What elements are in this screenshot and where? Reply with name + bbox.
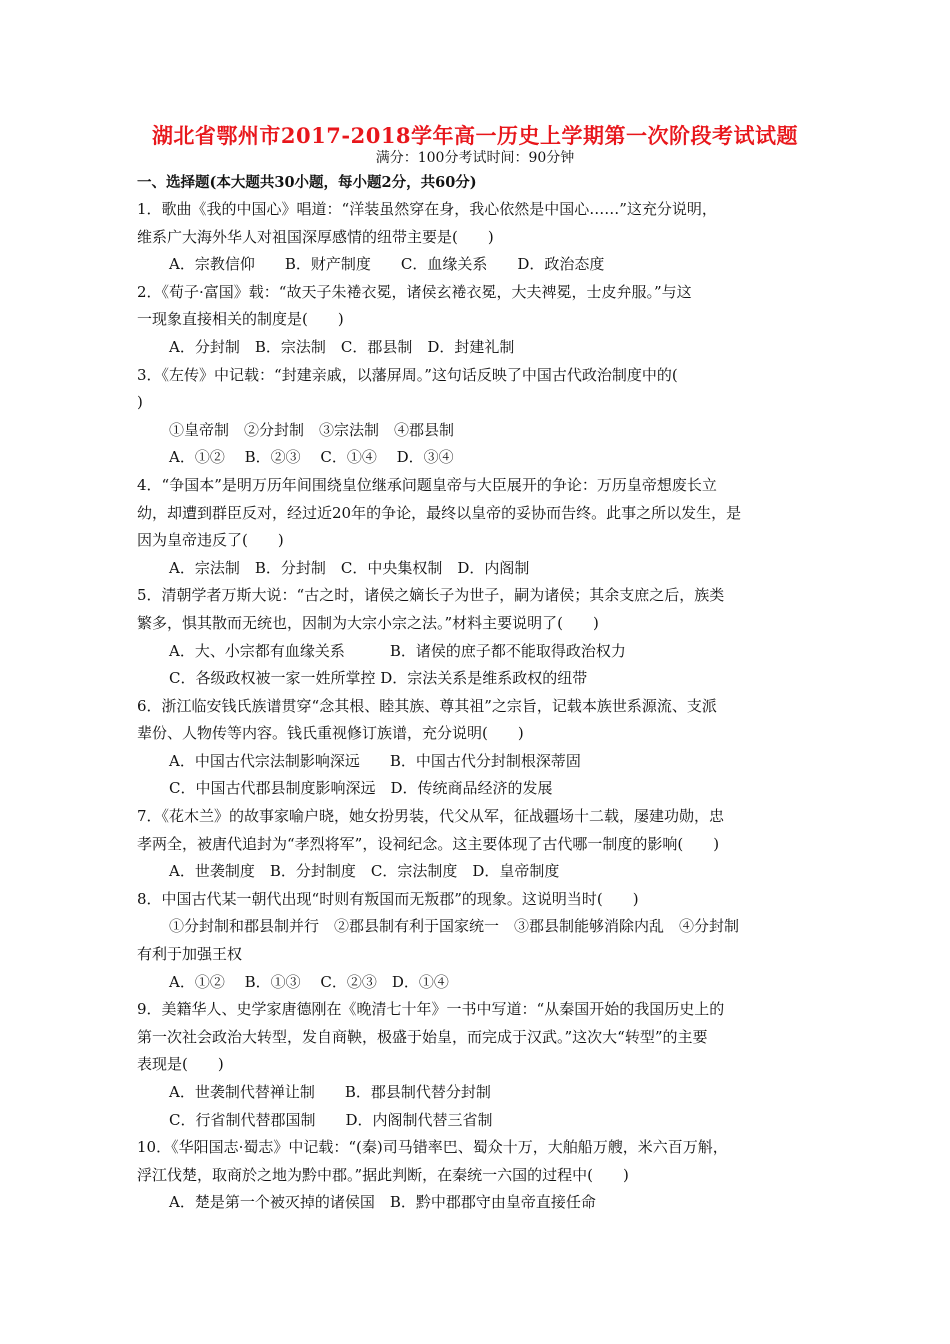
text-line: 5．清朝学者万斯大说：“古之时，诸侯之嫡长子为世子，嗣为诸侯；其余支庶之后，族类 [137,586,725,605]
document-title: 湖北省鄂州市2017-2018学年高一历史上学期第一次阶段考试试题 [151,123,799,148]
text-line: 6．浙江临安钱氏族谱贯穿“念其根、睦其族、尊其祖”之宗旨，记载本族世系源流、支派 [137,696,717,715]
text-line: 4．“争国本”是明万历年间围绕皇位继承问题皇帝与大臣展开的争论：万历皇帝想废长立 [137,475,717,494]
text-line: A．宗教信仰 B．财产制度 C．血缘关系 D．政治态度 [169,255,605,274]
text-line: 有利于加强王权 [137,945,243,964]
text-line: 繁多，惧其散而无统也，因制为大宗小宗之法。”材料主要说明了( ) [137,613,599,632]
text-line: 幼，却遭到群臣反对，经过近20年的争论，最终以皇帝的妥协而告终。此事之所以发生，是 [137,503,742,522]
text-line: C．各级政权被一家一姓所掌控 D．宗法关系是维系政权的纽带 [169,669,588,688]
text-line: 辈份、人物传等内容。钱氏重视修订族谱，充分说明( ) [137,724,524,743]
text-line: ①分封制和郡县制并行 ②郡县制有利于国家统一 ③郡县制能够消除内乱 ④分封制 [169,917,740,936]
questions-body [137,196,827,1217]
text-line: ) [137,393,143,412]
text-line: 10．《华阳国志·蜀志》中记载：“(秦)司马错率巴、蜀众十万，大舶船万艘，米六百万斛， [137,1138,728,1157]
text-line: 维系广大海外华人对祖国深厚感情的纽带主要是( ) [137,227,494,246]
text-line: A．世袭制度 B．分封制度 C．宗法制度 D．皇帝制度 [169,862,560,881]
text-line: 孝两全，被唐代追封为“孝烈将军”，设祠纪念。这主要体现了古代哪一制度的影响( ) [137,834,720,853]
text-line: C．中国古代郡县制度影响深远 D．传统商品经济的发展 [169,779,553,798]
text-line: 因为皇帝违反了( ) [137,531,284,550]
text-line: 浮江伐楚，取商於之地为黔中郡。”据此判断，在秦统一六国的过程中( ) [137,1165,629,1184]
section-heading: 一、选择题(本大题共30小题，每小题2分，共60分) [137,174,477,191]
text-line: 9．美籍华人、史学家唐德刚在《晚清七十年》一书中写道：“从秦国开始的我国历史上的 [137,1000,725,1019]
text-line: A．①② B．①③ C．②③ D．①④ [169,972,449,991]
text-line: 7．《花木兰》的故事家喻户晓，她女扮男装，代父从军，征战疆场十二载，屡建功勋，忠 [137,807,725,826]
text-line: A．分封制 B．宗法制 C．郡县制 D．封建礼制 [169,337,515,356]
text-line: 2．《荀子·富国》载：“故天子朱裷衣冕，诸侯玄裷衣冕，大夫裨冕，士皮弁服。”与这 [137,282,692,301]
text-line: A．楚是第一个被灭掉的诸侯国 B．黔中郡郡守由皇帝直接任命 [169,1193,596,1212]
text-line: C．行省制代替郡国制 D．内阁制代替三省制 [169,1110,493,1129]
text-line: 一现象直接相关的制度是( ) [137,310,344,329]
text-line: 1．歌曲《我的中国心》唱道：“洋装虽然穿在身，我心依然是中国心……”这充分说明， [137,200,717,218]
text-line: 8．中国古代某一朝代出现“时则有叛国而无叛郡”的现象。这说明当时( ) [137,889,639,908]
text-line: A．中国古代宗法制影响深远 B．中国古代分封制根深蒂固 [169,751,581,770]
exam-info: 满分：100分考试时间：90分钟 [375,150,575,166]
text-line: 3．《左传》中记载：“封建亲戚，以藩屏周。”这句话反映了中国古代政治制度中的( [137,365,678,384]
text-line: A．①② B．②③ C．①④ D．③④ [169,448,454,467]
text-line: A．世袭制代替禅让制 B．郡县制代替分封制 [169,1083,491,1101]
text-line: ①皇帝制 ②分封制 ③宗法制 ④郡县制 [169,420,455,439]
text-line: 表现是( ) [137,1055,224,1074]
text-line: 第一次社会政治大转型，发自商鞅，极盛于始皇，而完成于汉武。”这次大“转型”的主要 [137,1027,708,1046]
text-line: A．宗法制 B．分封制 C．中央集权制 D．内阁制 [169,558,530,577]
text-line: A．大、小宗都有血缘关系 B．诸侯的庶子都不能取得政治权力 [169,641,626,660]
